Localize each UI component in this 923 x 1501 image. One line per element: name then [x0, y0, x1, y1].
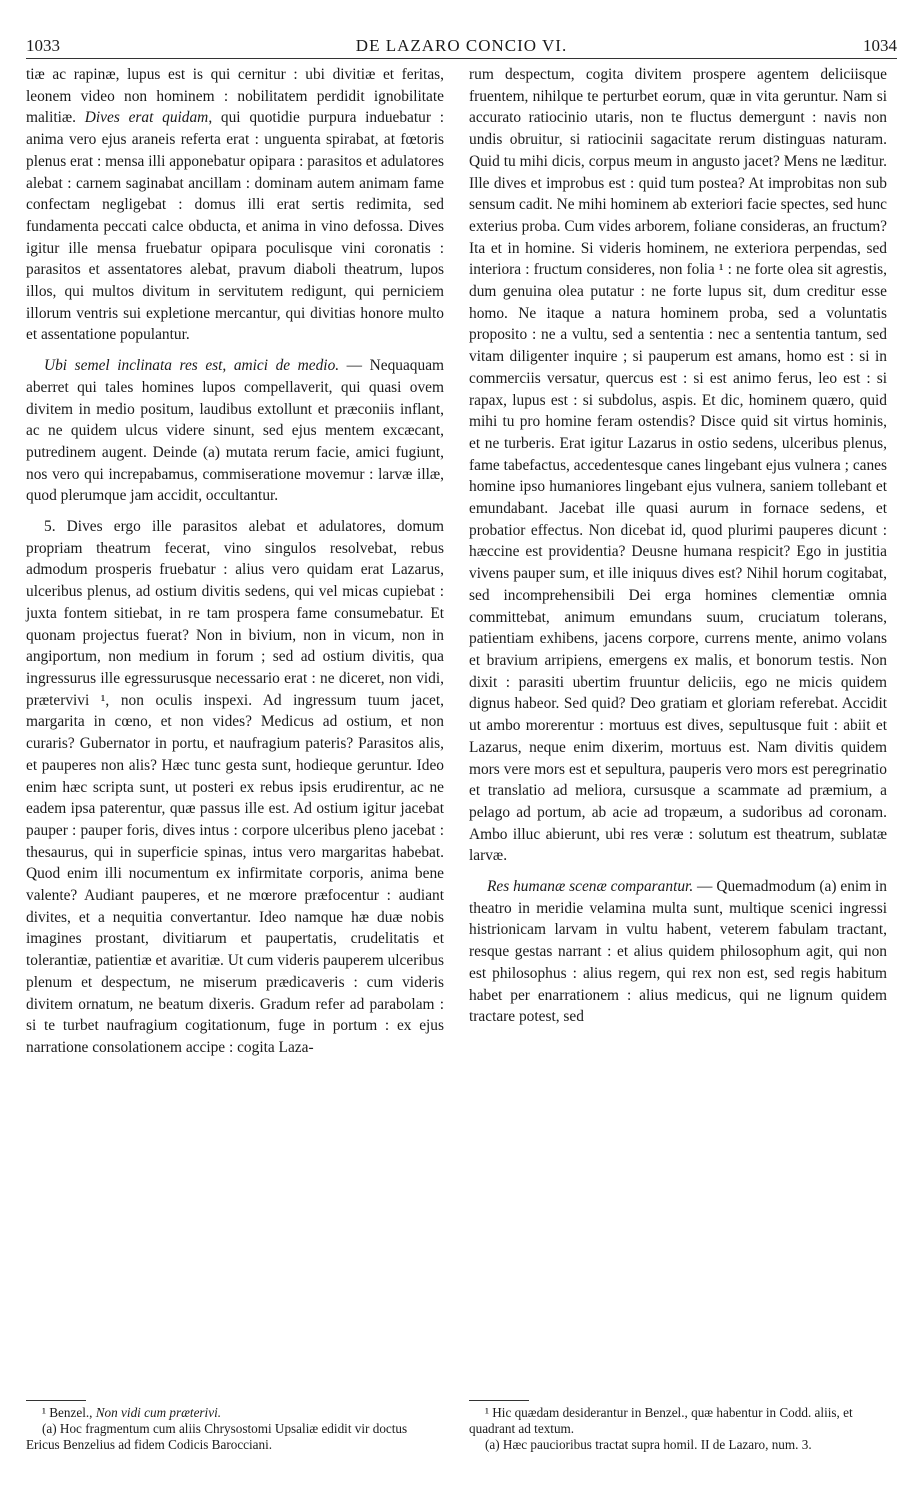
- footnote: (a) Hæc paucioribus tractat supra homil. II de Lazaro, num. 3.: [485, 1437, 812, 1452]
- right-footnotes: [469, 1400, 887, 1453]
- running-header: [26, 30, 897, 59]
- footnote: ¹ Benzel., Non vidi cum præterivi.: [42, 1405, 222, 1420]
- right-page-number: 1034: [863, 36, 897, 55]
- left-text-column: [26, 64, 444, 1059]
- right-text-column: [469, 64, 887, 1028]
- left-footnotes: [26, 1400, 444, 1453]
- footnote-rule: [26, 1400, 86, 1401]
- running-title: DE LAZARO CONCIO VI.: [355, 36, 568, 55]
- paragraph: Ubi semel inclinata res est, amici de medio. — Nequaquam aberret qui tales homines lupos compellaverit, qui quasi ovem divitem in medio positum, laudibus extollunt et præconiis inflant, ac ne quidem ulcus videre sinunt, sed ejus mentem excæcant, putredinem augent. Deinde (a) mutata rerum facie, amici fugiunt, nos vero qui increpabamus, commiseratione movemur : larvæ illæ, quod plerumque jam accidit, occultantur.: [26, 357, 444, 505]
- paragraph: Res humanæ scenæ comparantur. — Quemadmodum (a) enim in theatro in meridie velamina multa sunt, multique scenici ingressi histrionicam larvam in vultu habent, veterem fabulam tractant, resque gestas narrant : et alius quidem philosophum agit, qui non est philosophus : alius regem, qui rex non est, sed regis habitum habet per enarrationem : alius medicus, qui ne lignum quidem tractare potest, sed: [469, 878, 887, 1026]
- left-page-number: 1033: [26, 36, 60, 55]
- section-heading: Res humanæ scenæ comparantur.: [487, 878, 694, 896]
- section-heading: Ubi semel inclinata res est, amici de medio.: [44, 357, 340, 375]
- footnote: ¹ Hic quædam desiderantur in Benzel., quæ habentur in Codd. aliis, et quadrant ad textum.: [469, 1405, 853, 1436]
- footnote: (a) Hoc fragmentum cum aliis Chrysostomi Upsaliæ edidit vir doctus Ericus Benzelius ad fidem Codicis Barocciani.: [26, 1421, 408, 1452]
- footnote-rule: [469, 1400, 529, 1401]
- paragraph: 5. Dives ergo ille parasitos alebat et adulatores, domum propriam theatrum fecerat, vino singulos resolvebat, rebus admodum prosperis fruebatur : alius vero quidam erat Lazarus, ulceribus plenus, ad ostium divitis sedens, qui vel micas cupiebat : juxta fontem sitiebat, in re tam prospera fame consumebatur. Et quonam projectus fuerat? Non in bivium, non in vicum, non in angiportum, non medium in forum ; sed ad ostium divitis, qua ingressurus ille egressurusque necessario erat : ne diceret, non vidi, prætervivi ¹, non oculis inspexi. Ad ingressum tuum jacet, margarita in cœno, et non vides? Medicus ad ostium, et non curaris? Gubernator in portu, et naufragium pateris? Parasitos alis, et pauperes non alis? Hæc tunc gesta sunt, hodieque geruntur. Ideo enim hæc scripta sunt, ut posteri ex rebus ipsis erudirentur, ac ne eadem ipsa paterentur, quæ passus ille est. Ad ostium igitur jacebat pauper : pauper foris, dives intus : corpore ulceribus pleno jacebat : thesaurus, qui in superficie spinas, intus vero margaritas habebat. Quod enim illi nocumentum ex infirmitate corporis, anima bene valente? Audiant pauperes, et ne mœrore præfocentur : audiant divites, et a nequitia convertantur. Ideo namque hæ duæ nobis imagines prostant, divitiarum et paupertatis, crudelitatis et tolerantiæ, patientiæ et avaritiæ. Ut cum videris pauperem ulceribus plenum et despectum, ne miserum prædicaveris : cum videris divitem ornatum, ne beatum dixeris. Gradum refer ad parabolam : si te turbet naufragium cogitationum, fuge in portum : ex ejus narratione consolationem accipe : cogita Laza-: [26, 518, 444, 1056]
- paragraph: rum despectum, cogita divitem prospere agentem deliciisque fruentem, nihilque te perturbet eorum, quæ in vita geruntur. Nam si accurato ratiocinio utaris, non te fluctus demergunt : navis non undis obruitur, si ratiocinii sagacitate rerum distinguas naturam. Quid tu mihi dicis, corpus meum in angusto jacet? Mens ne læditur. Ille dives et improbus est : quid tum postea? At improbitas non sub sensum cadit. Ne mihi hominem ab exteriori facie spectes, sed hunc exterius proba. Cum vides arborem, foliane consideras, an fructum? Ita et in homine. Si videris hominem, ne exteriora perpendas, sed interiora : fructum consideres, non folia ¹ : ne forte olea sit agrestis, dum genuina olea putatur : ne forte lupus sit, dum creditur esse homo. Ne itaque a natura hominem proba, sed a voluntatis proposito : ne a vultu, sed a sententia : nec a sententia tantum, sed vitam diligenter inquire ; si pauperum est amans, homo est : si in commerciis versatur, quercus est : si est animo ferus, leo est : si rapax, lupus est : si subdolus, aspis. Et dic, hominem quæro, quid mihi tu pro homine feram ostendis? Disce quid sit virtus hominis, et ne turberis. Erat igitur Lazarus in ostio sedens, ulceribus plenus, fame tabefactus, accedentesque canes lingebant ejus vulnera ; canes homine ipso humaniores lingebant ejus vulnera, saniem tollebant et emundabant. Jacebat ille quasi aurum in fornace sedens, et probatior effectus. Non dicebat id, quod plurimi pauperes dicunt : hæccine est providentia? Deusne humana respicit? Ego in justitia vivens pauper sum, et ille iniquus dives est? Nihil horum cogitabat, sed incomprehensibili Dei erga homines clementiæ omnia committebat, animum emundans suum, cruciatum tolerans, patientiam exhibens, jacens corpore, currens mente, animo volans et bravium arripiens, emergens ex malis, et bonorum testis. Non dixit : parasiti ubertim fruuntur deliciis, ego ne micis quidem dignus habeor. Sed quid? Deo gratiam et gloriam referebat. Accidit ut ambo morerentur : mortuus est dives, sepultusque fuit : abiit et Lazarus, neque enim dixerim, mortuus est. Nam divitis quidem mors vere mors est et sepultura, pauperis vero mors est peregrinatio et translatio ad meliora, cursusque a scammate ad præmium, a pelago ad portum, ab acie ad tropæum, a sudoribus ad coronam. Ambo illuc abierunt, ubi res veræ : solutum est theatrum, sublatæ larvæ.: [469, 66, 887, 865]
- paragraph: tiæ ac rapinæ, lupus est is qui cernitur : ubi divitiæ et feritas, leonem video non hominem : nobilitatem perdidit ignobilitate malitiæ. Dives erat quidam, qui quotidie purpura induebatur : anima vero ejus araneis referta erat : unguenta spirabat, at fœtoris plenus erat : mensa illi apponebatur opipara : parasitos et adulatores alebat : carnem saginabat ancillam : dominam autem animam fame confectam negligebat : domus illi erat sertis redimita, sed fundamenta peccati calce obducta, et anima in vino defossa. Dives igitur ille mensa fruebatur opipara poculisque vini coronatis : parasitos et assentatores alebat, pravum diaboli theatrum, lupos illos, qui multos divitum in servitutem redigunt, qui perniciem illorum ventris sui expletione mercantur, qui divitias honore multo et assentatione populantur.: [26, 66, 445, 344]
